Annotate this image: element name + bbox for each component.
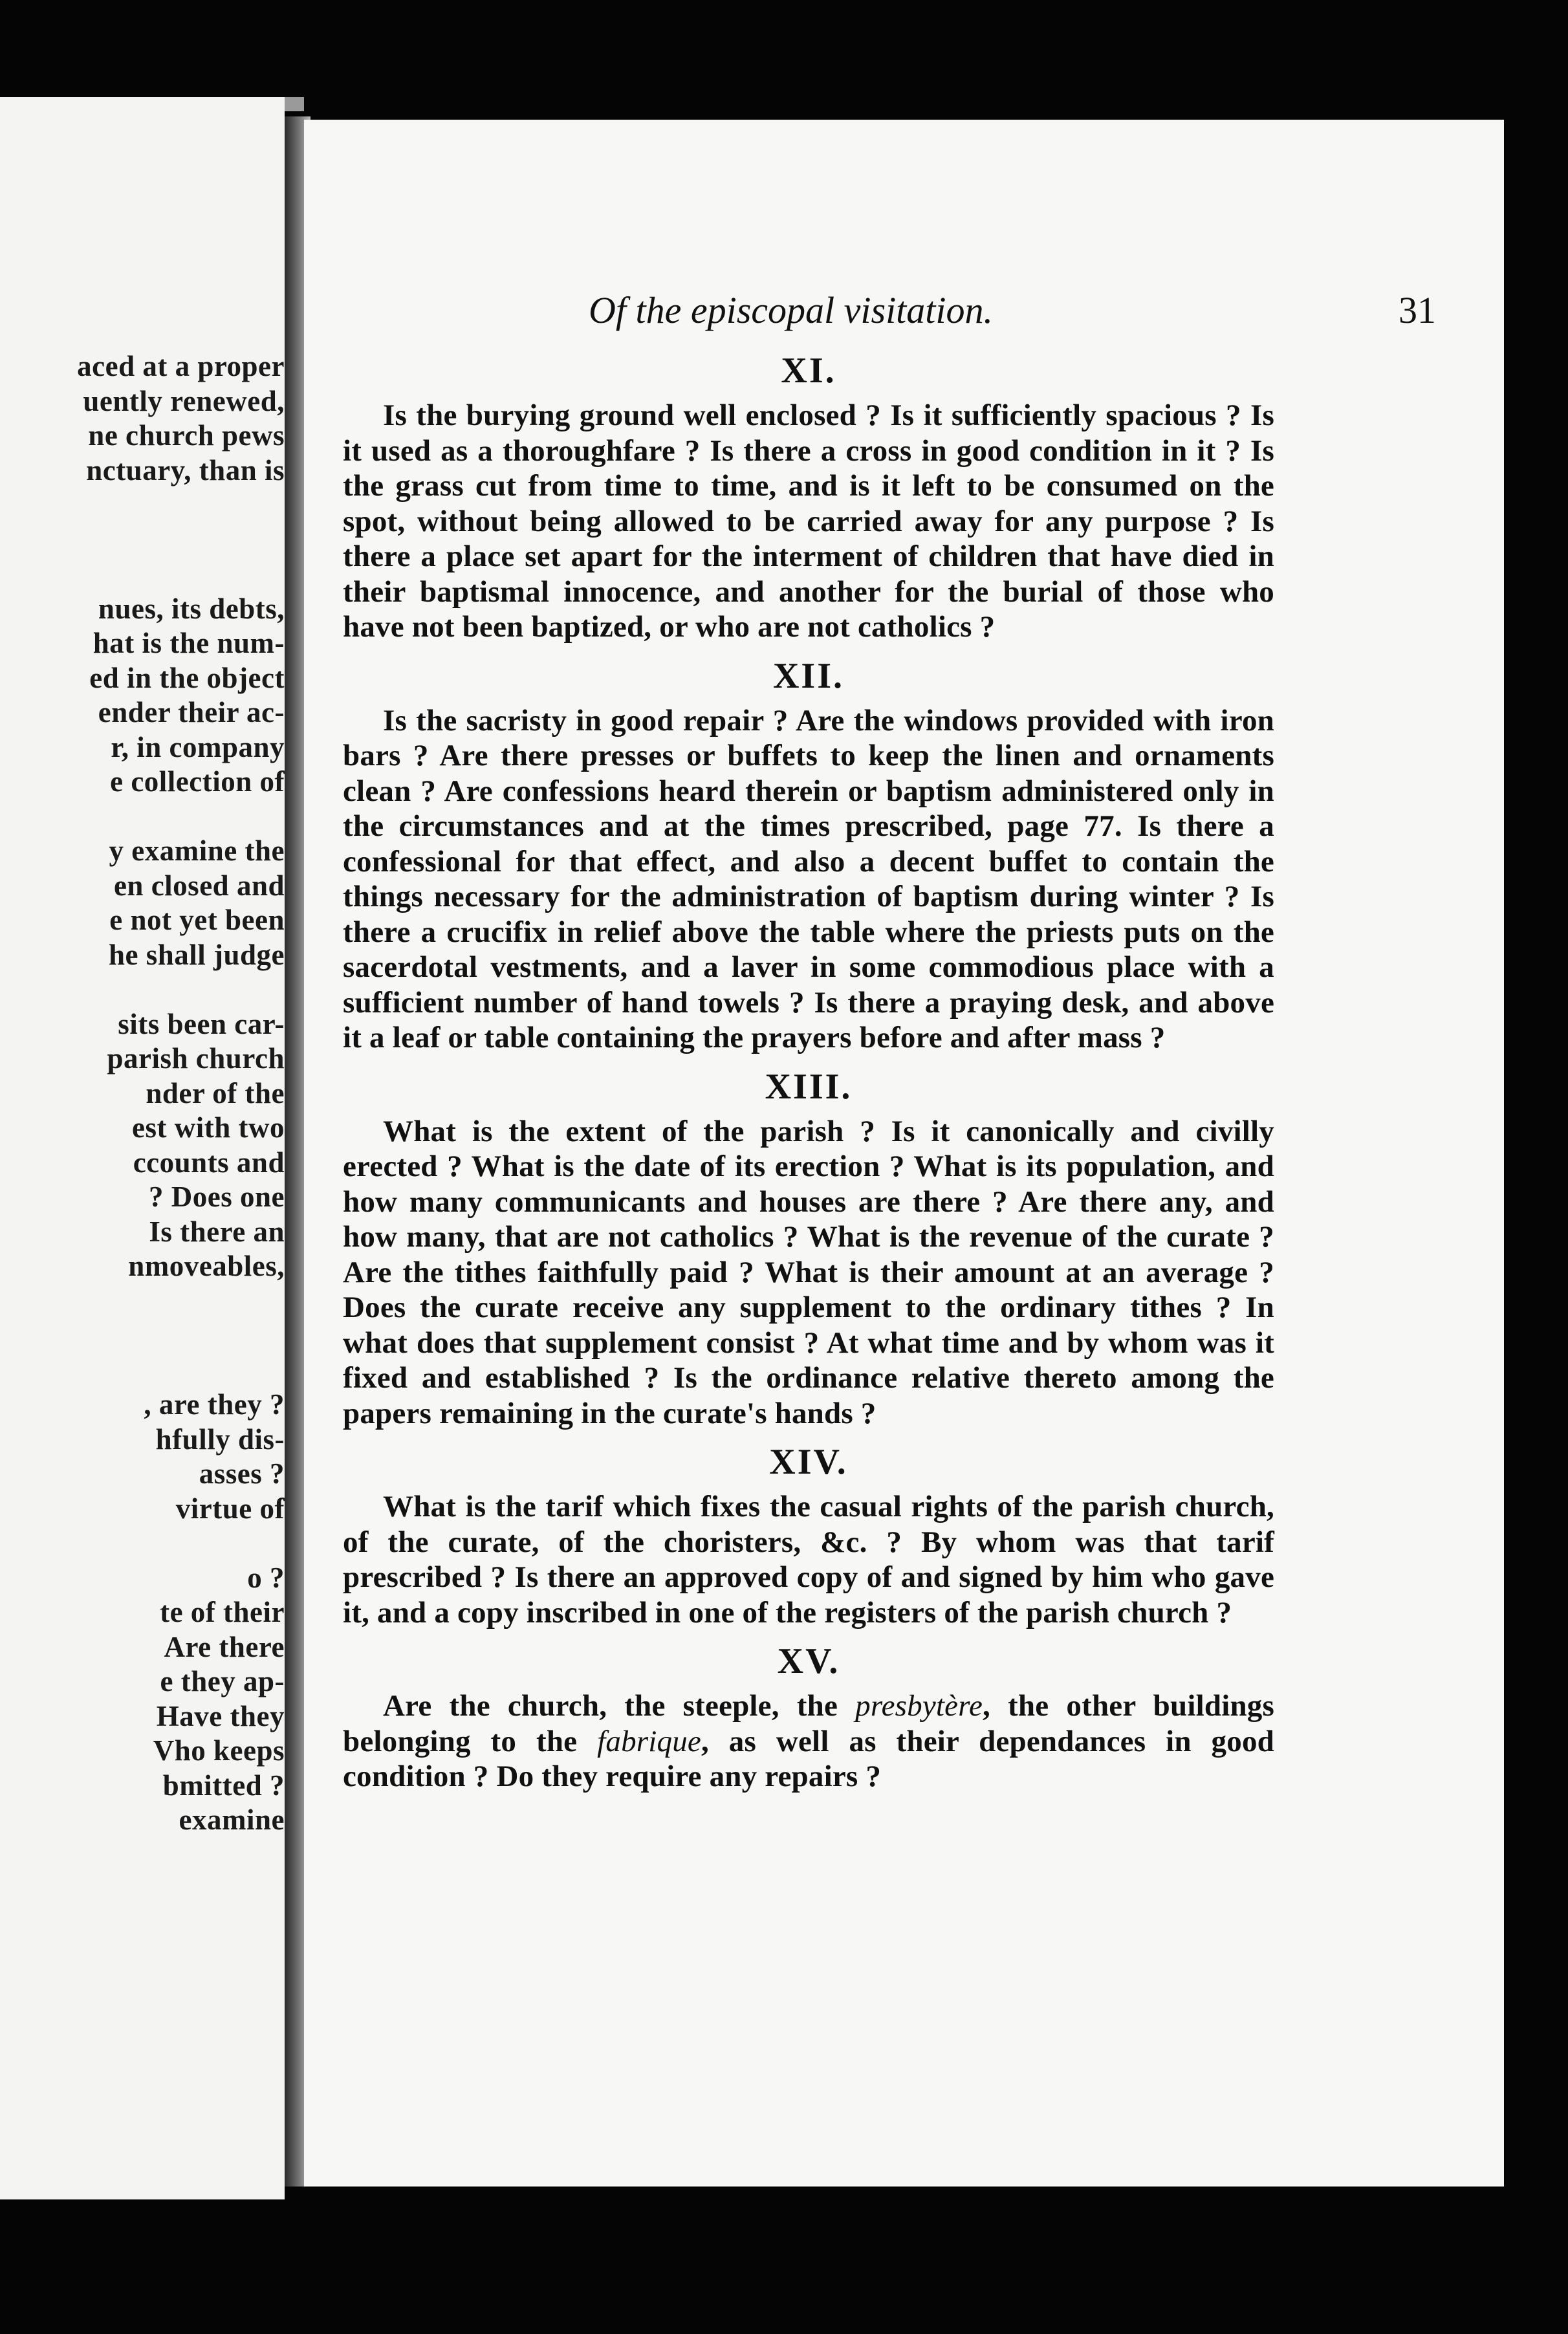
text-run: Are the church, the steeple, the bbox=[383, 1689, 856, 1723]
text-run: , as well as their dependances in good condition ? Do they require any repairs ? bbox=[343, 1724, 1274, 1793]
previous-page-line: ? Does one bbox=[149, 1181, 285, 1213]
previous-page-line: Have they bbox=[156, 1699, 285, 1732]
previous-page-line: ne church pews bbox=[88, 419, 285, 452]
italic-term-fabrique: fabrique bbox=[597, 1724, 701, 1758]
previous-page-line: e collection of bbox=[110, 765, 285, 798]
section-xv bbox=[343, 1634, 1274, 1794]
section-number: XI. bbox=[781, 351, 836, 391]
previous-page-line: nctuary, than is bbox=[86, 453, 285, 486]
section-number: XII. bbox=[772, 655, 845, 696]
previous-page-line: Is there an bbox=[149, 1215, 285, 1248]
text-run: , the other buildings belonging to the bbox=[343, 1689, 1274, 1758]
section-xii bbox=[343, 649, 1274, 1056]
running-head: Of the episcopal visitation. bbox=[589, 289, 994, 331]
previous-page-line: nmoveables, bbox=[128, 1250, 285, 1282]
section-paragraph: Is the sacristy in good repair ? Are the windows provided with iron bars ? Are there presses or buffets to keep the linen and ornaments clean ? Are confessions heard therein or baptism administered only in the circumstances and at the times prescribed, page 77. Is there a confessional for that effect, and also a decent buffet to contain the things necessary for the administration of baptism during winter ? Is there a crucifix in relief above the table where the priests puts on the sacerdotal vestments, and a laver in some commodious place with a sufficient number of hand towels ? Is there a praying desk, and above it a leaf or table containing the prayers before and after mass ? bbox=[343, 703, 1274, 1054]
section-paragraph bbox=[343, 1688, 1274, 1794]
previous-page-line: te of their bbox=[160, 1596, 285, 1628]
previous-page-line: e not yet been bbox=[109, 904, 285, 936]
previous-page-line: Vho keeps bbox=[153, 1734, 285, 1767]
previous-page-line: y examine the bbox=[109, 834, 285, 867]
italic-term-presbytere: presbytère bbox=[855, 1689, 983, 1723]
previous-page-line: ed in the object bbox=[89, 661, 285, 694]
text-block bbox=[343, 340, 1274, 1794]
book-page bbox=[304, 120, 1504, 2187]
previous-page-line: virtue of bbox=[175, 1492, 285, 1525]
section-xi bbox=[343, 344, 1274, 645]
previous-page-line: r, in company bbox=[111, 730, 285, 763]
previous-page-line: aced at a proper bbox=[77, 350, 285, 382]
page-header bbox=[589, 288, 1436, 340]
previous-page-line: ender their ac- bbox=[98, 696, 285, 728]
page-number: 31 bbox=[1399, 289, 1436, 331]
section-number: XIII. bbox=[765, 1066, 853, 1107]
previous-page-line: , are they ? bbox=[144, 1388, 285, 1421]
previous-page-line: est with two bbox=[132, 1111, 285, 1144]
previous-page-line: he shall judge bbox=[108, 938, 285, 971]
previous-page-line: hfully dis- bbox=[155, 1423, 285, 1456]
previous-page-line: e they ap- bbox=[160, 1665, 285, 1697]
previous-page-line: bmitted ? bbox=[162, 1769, 285, 1802]
previous-page-line: sits been car- bbox=[118, 1007, 285, 1040]
previous-page-line: hat is the num- bbox=[93, 627, 285, 659]
previous-page-line: nder of the bbox=[146, 1076, 285, 1109]
section-paragraph: Is the burying ground well enclosed ? Is it sufficiently spacious ? Is it used as a thoroughfare ? Is there a cross in good condition in it ? Is the grass cut from time to time, and is it left to be consumed on the spot, without being allowed to be carried away for any purpose ? Is there a place set apart for the interment of children that have died in their baptismal innocence, and another for the burial of those who have not been baptized, or who are not catholics ? bbox=[343, 398, 1274, 644]
section-number: XV. bbox=[777, 1641, 840, 1681]
section-paragraph: What is the tarif which fixes the casual rights of the parish church, of the curate, of the choristers, &c. ? By whom was that tarif prescribed ? Is there an approved copy of and signed by him who gave it, and a copy inscribed in one of the registers of the parish church ? bbox=[343, 1490, 1274, 1630]
previous-page-line: o ? bbox=[247, 1561, 285, 1594]
previous-page-line: parish church bbox=[107, 1042, 285, 1074]
previous-page-line: Are there bbox=[164, 1630, 285, 1663]
previous-page-line: examine bbox=[179, 1804, 285, 1836]
previous-page-line: ccounts and bbox=[133, 1146, 285, 1179]
previous-page-line: en closed and bbox=[113, 869, 285, 902]
section-paragraph: What is the extent of the parish ? Is it canonically and civilly erected ? What is the date of its erection ? What is its population, and how many communicants and houses are there ? Are there any, and how many, that are not catholics ? What is the revenue of the curate ? Are the tithes faithfully paid ? What is their amount at an average ? Does the curate receive any supplement to the ordinary tithes ? In what does that supplement consist ? At what time and by whom was it fixed and established ? Is the ordinance relative thereto among the papers remaining in the curate's hands ? bbox=[343, 1114, 1274, 1430]
previous-page-fragment bbox=[0, 97, 285, 2199]
previous-page-line: nues, its debts, bbox=[98, 592, 285, 625]
section-number: XIV. bbox=[769, 1442, 848, 1482]
section-xiii bbox=[343, 1060, 1274, 1432]
previous-page-line: asses ? bbox=[199, 1457, 285, 1490]
previous-page-line: uently renewed, bbox=[83, 384, 285, 417]
section-xiv bbox=[343, 1435, 1274, 1630]
